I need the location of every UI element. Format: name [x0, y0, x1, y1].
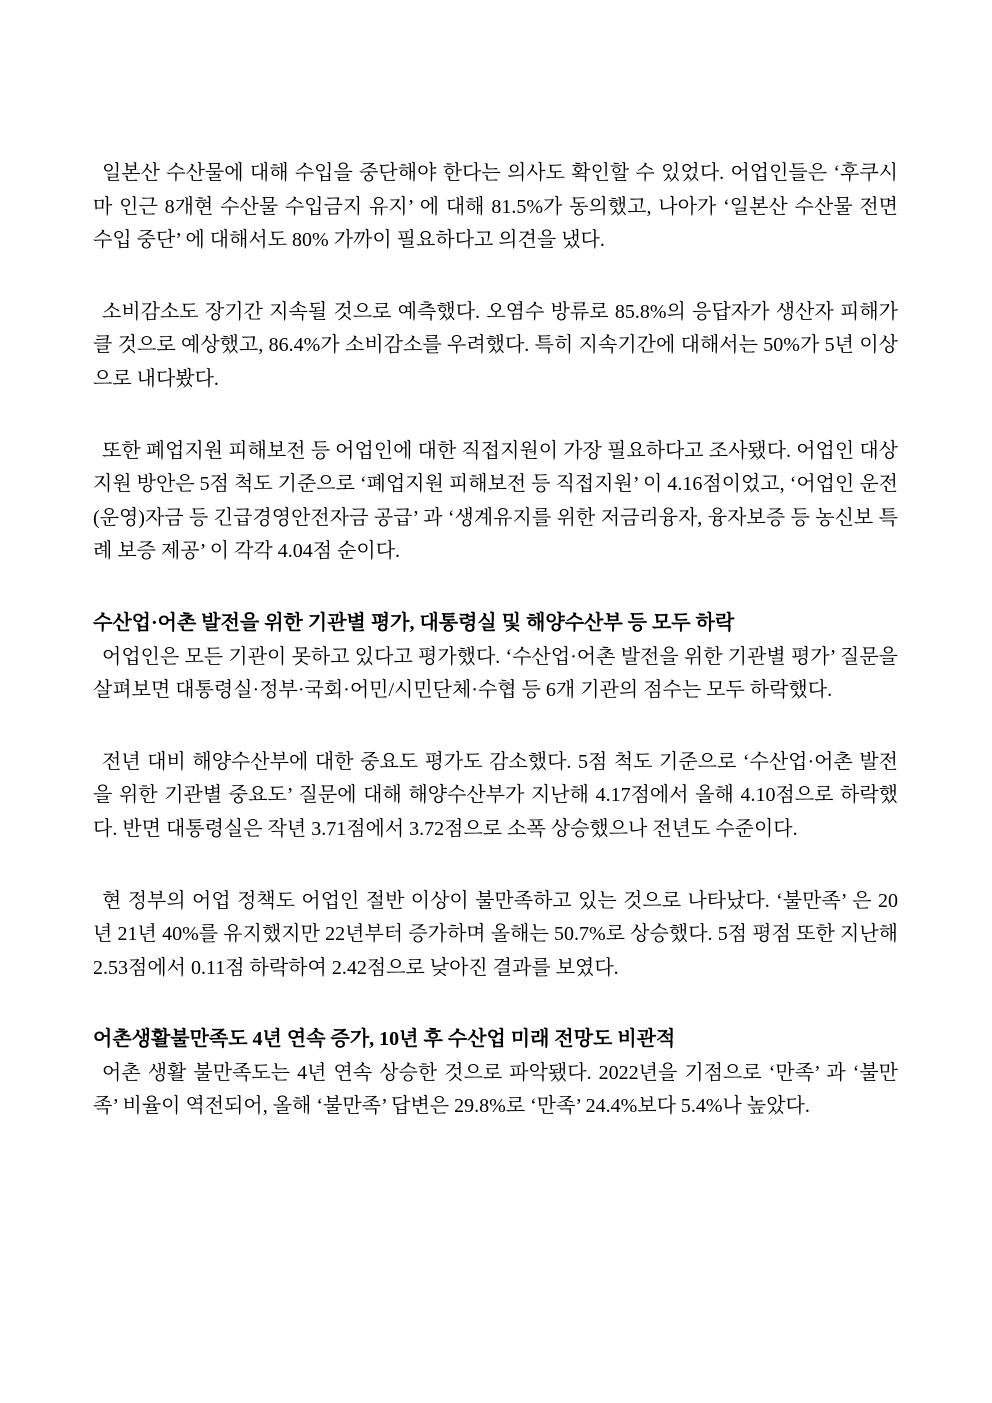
- paragraph-consumption-decline-forecast: 소비감소도 장기간 지속될 것으로 예측했다. 오염수 방류로 85.8%의 응답자가 생산자 피해가 클 것으로 예상했고, 86.4%가 소비감소를 우려했다. 특히 지속기간에 대해서는 50%가 5년 이상으로 내다봤다.: [93, 300, 898, 390]
- paragraph-village-dissatisfaction: 어촌 생활 불만족도는 4년 연속 상승한 것으로 파악됐다. 2022년을 기점으로 ‘만족’ 과 ‘불만족’ 비율이 역전되어, 올해 ‘불만족’ 답변은 29.8%로 ‘만족’ 24.4%보다 5.4%나 높았다.: [93, 1061, 898, 1118]
- heading-institution-evaluation-decline: 수산업·어촌 발전을 위한 기관별 평가, 대통령실 및 해양수산부 등 모두 하락: [93, 611, 735, 634]
- paragraph-institution-evaluation: 어업인은 모든 기관이 못하고 있다고 평가했다. ‘수산업·어촌 발전을 위한 기관별 평가’ 질문을 살펴보면 대통령실·정부·국회·어민/시민단체·수협 등 6개 기관의 점수는 모두 하락했다.: [93, 645, 898, 702]
- heading-village-dissatisfaction-rise: 어촌생활불만족도 4년 연속 증가, 10년 후 수산업 미래 전망도 비관적: [93, 1028, 676, 1051]
- paragraph-policy-dissatisfaction: 현 정부의 어업 정책도 어업인 절반 이상이 불만족하고 있는 것으로 나타났다. ‘불만족’ 은 20년 21년 40%를 유지했지만 22년부터 증가하며 올해는 50.7%로 상승했다. 5점 평점 또한 지난해 2.53점에서 0.11점 하락하여 2.42점으로 낮아진 결과를 보였다.: [93, 889, 898, 979]
- paragraph-mof-importance-scores: 전년 대비 해양수산부에 대한 중요도 평가도 감소했다. 5점 척도 기준으로 ‘수산업·어촌 발전을 위한 기관별 중요도’ 질문에 대해 해양수산부가 지난해 4.17점에서 올해 4.10점으로 하락했다. 반면 대통령실은 작년 3.71점에서 3.72점으로 소폭 상승했으나 전년도 수준이다.: [93, 750, 898, 840]
- paragraph-direct-support-survey: 또한 폐업지원 피해보전 등 어업인에 대한 직접지원이 가장 필요하다고 조사됐다. 어업인 대상 지원 방안은 5점 척도 기준으로 ‘폐업지원 피해보전 등 직접지원’ 이 4.16점이었고, ‘어업인 운전(운영)자금 등 긴급경영안전자금 공급’ 과 ‘생계유지를 위한 저금리융자, 융자보증 등 농신보 특례 보증 제공’ 이 각각 4.04점 순이다.: [93, 439, 898, 563]
- paragraph-japan-seafood-import-ban: 일본산 수산물에 대해 수입을 중단해야 한다는 의사도 확인할 수 있었다. 어업인들은 ‘후쿠시마 인근 8개현 수산물 수입금지 유지’ 에 대해 81.5%가 동의했고, 나아가 ‘일본산 수산물 전면 수입 중단’ 에 대해서도 80% 가까이 필요하다고 의견을 냈다.: [93, 162, 898, 252]
